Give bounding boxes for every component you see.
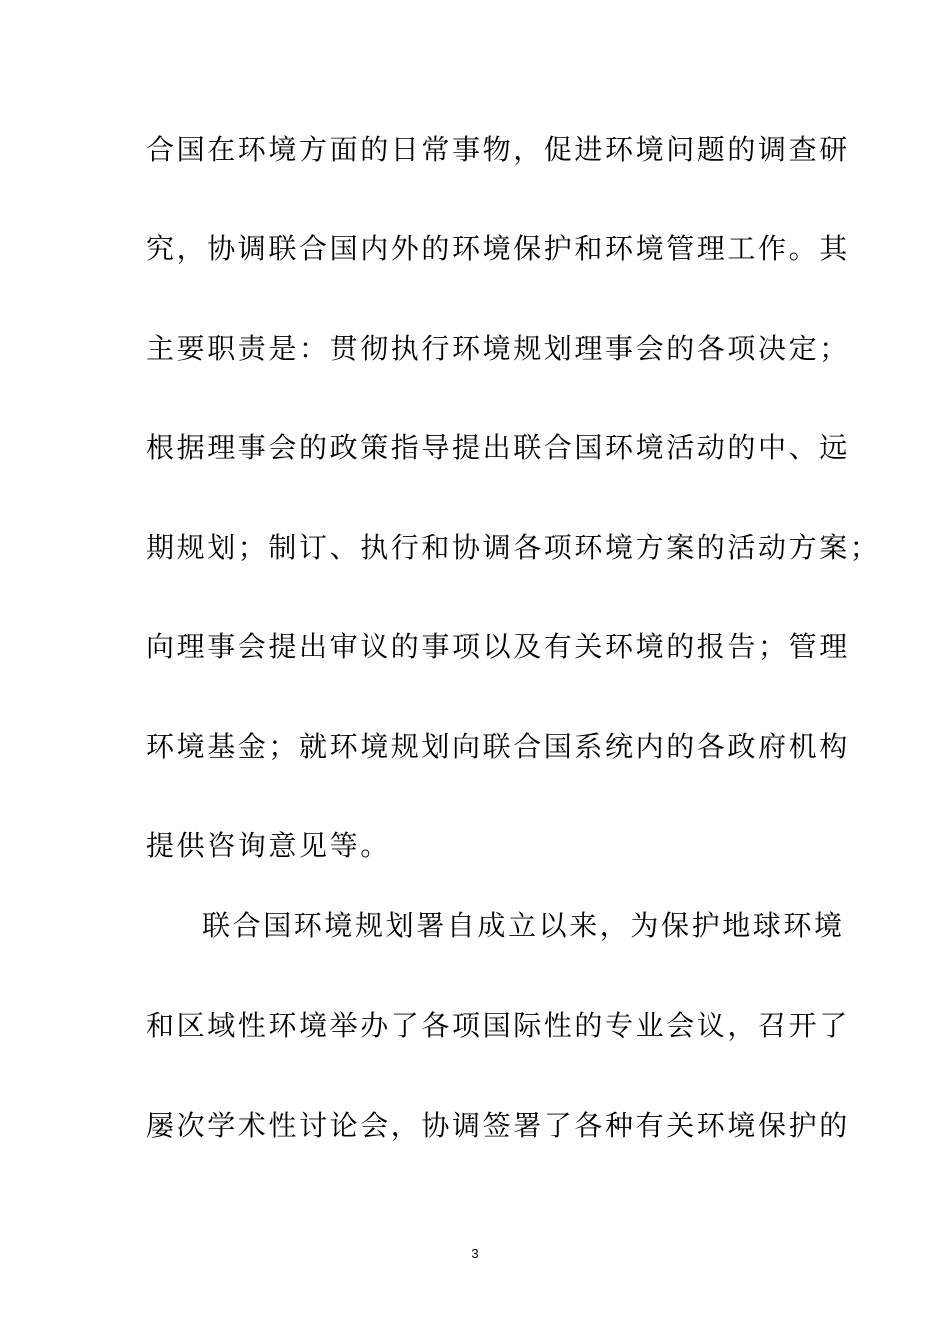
paragraph-first-line: 联合国环境规划署自成立以来，为保护地球环境 <box>202 909 845 942</box>
text-line: 屡次学术性讨论会，协调签署了各种有关环境保护的 <box>146 1109 850 1142</box>
text-line: 环境基金；就环境规划向联合国系统内的各政府机构 <box>146 730 850 763</box>
text-line: 和区域性环境举办了各项国际性的专业会议，召开了 <box>146 1009 850 1042</box>
page-number: 3 <box>471 1246 479 1261</box>
text-line: 提供咨询意见等。 <box>146 829 391 862</box>
text-line: 合国在环境方面的日常事物，促进环境问题的调查研 <box>146 133 850 166</box>
text-line: 向理事会提出审议的事项以及有关环境的报告；管理 <box>146 630 850 663</box>
text-line: 究，协调联合国内外的环境保护和环境管理工作。其 <box>146 232 850 265</box>
text-line: 期规划；制订、执行和协调各项环境方案的活动方案； <box>146 531 881 564</box>
text-line: 根据理事会的政策指导提出联合国环境活动的中、远 <box>146 431 850 464</box>
text-line: 主要职责是：贯彻执行环境规划理事会的各项决定； <box>146 332 850 365</box>
